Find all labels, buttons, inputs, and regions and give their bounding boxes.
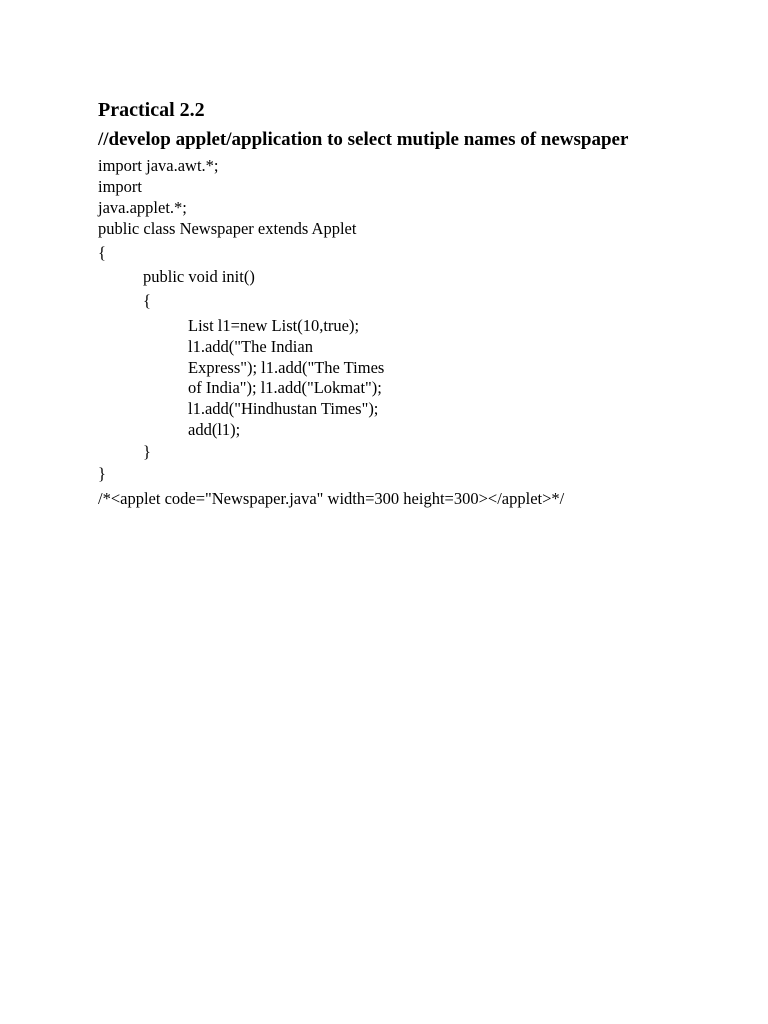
- code-line: of India"); l1.add("Lokmat");: [188, 378, 382, 397]
- code-line: }: [143, 442, 151, 461]
- code-line: {: [143, 291, 151, 310]
- practical-comment: //develop applet/application to select mutiple names of newspaper: [98, 129, 629, 150]
- code-line: public class Newspaper extends Applet: [98, 219, 357, 238]
- code-line: List l1=new List(10,true);: [188, 316, 360, 335]
- code-line: {: [98, 243, 106, 262]
- code-line: import: [98, 177, 142, 196]
- code-line: l1.add("Hindhustan Times");: [188, 399, 379, 418]
- code-line: Express"); l1.add("The Times: [188, 358, 385, 377]
- code-line: add(l1);: [188, 420, 241, 439]
- code-line: l1.add("The Indian: [188, 337, 313, 356]
- code-line: /*<applet code="Newspaper.java" width=300 height=300></applet>*/: [98, 489, 565, 508]
- code-line: }: [98, 464, 106, 483]
- code-line: public void init(): [143, 267, 255, 286]
- code-line: java.applet.*;: [98, 198, 187, 217]
- code-line: import java.awt.*;: [98, 156, 219, 175]
- practical-title: Practical 2.2: [98, 99, 205, 121]
